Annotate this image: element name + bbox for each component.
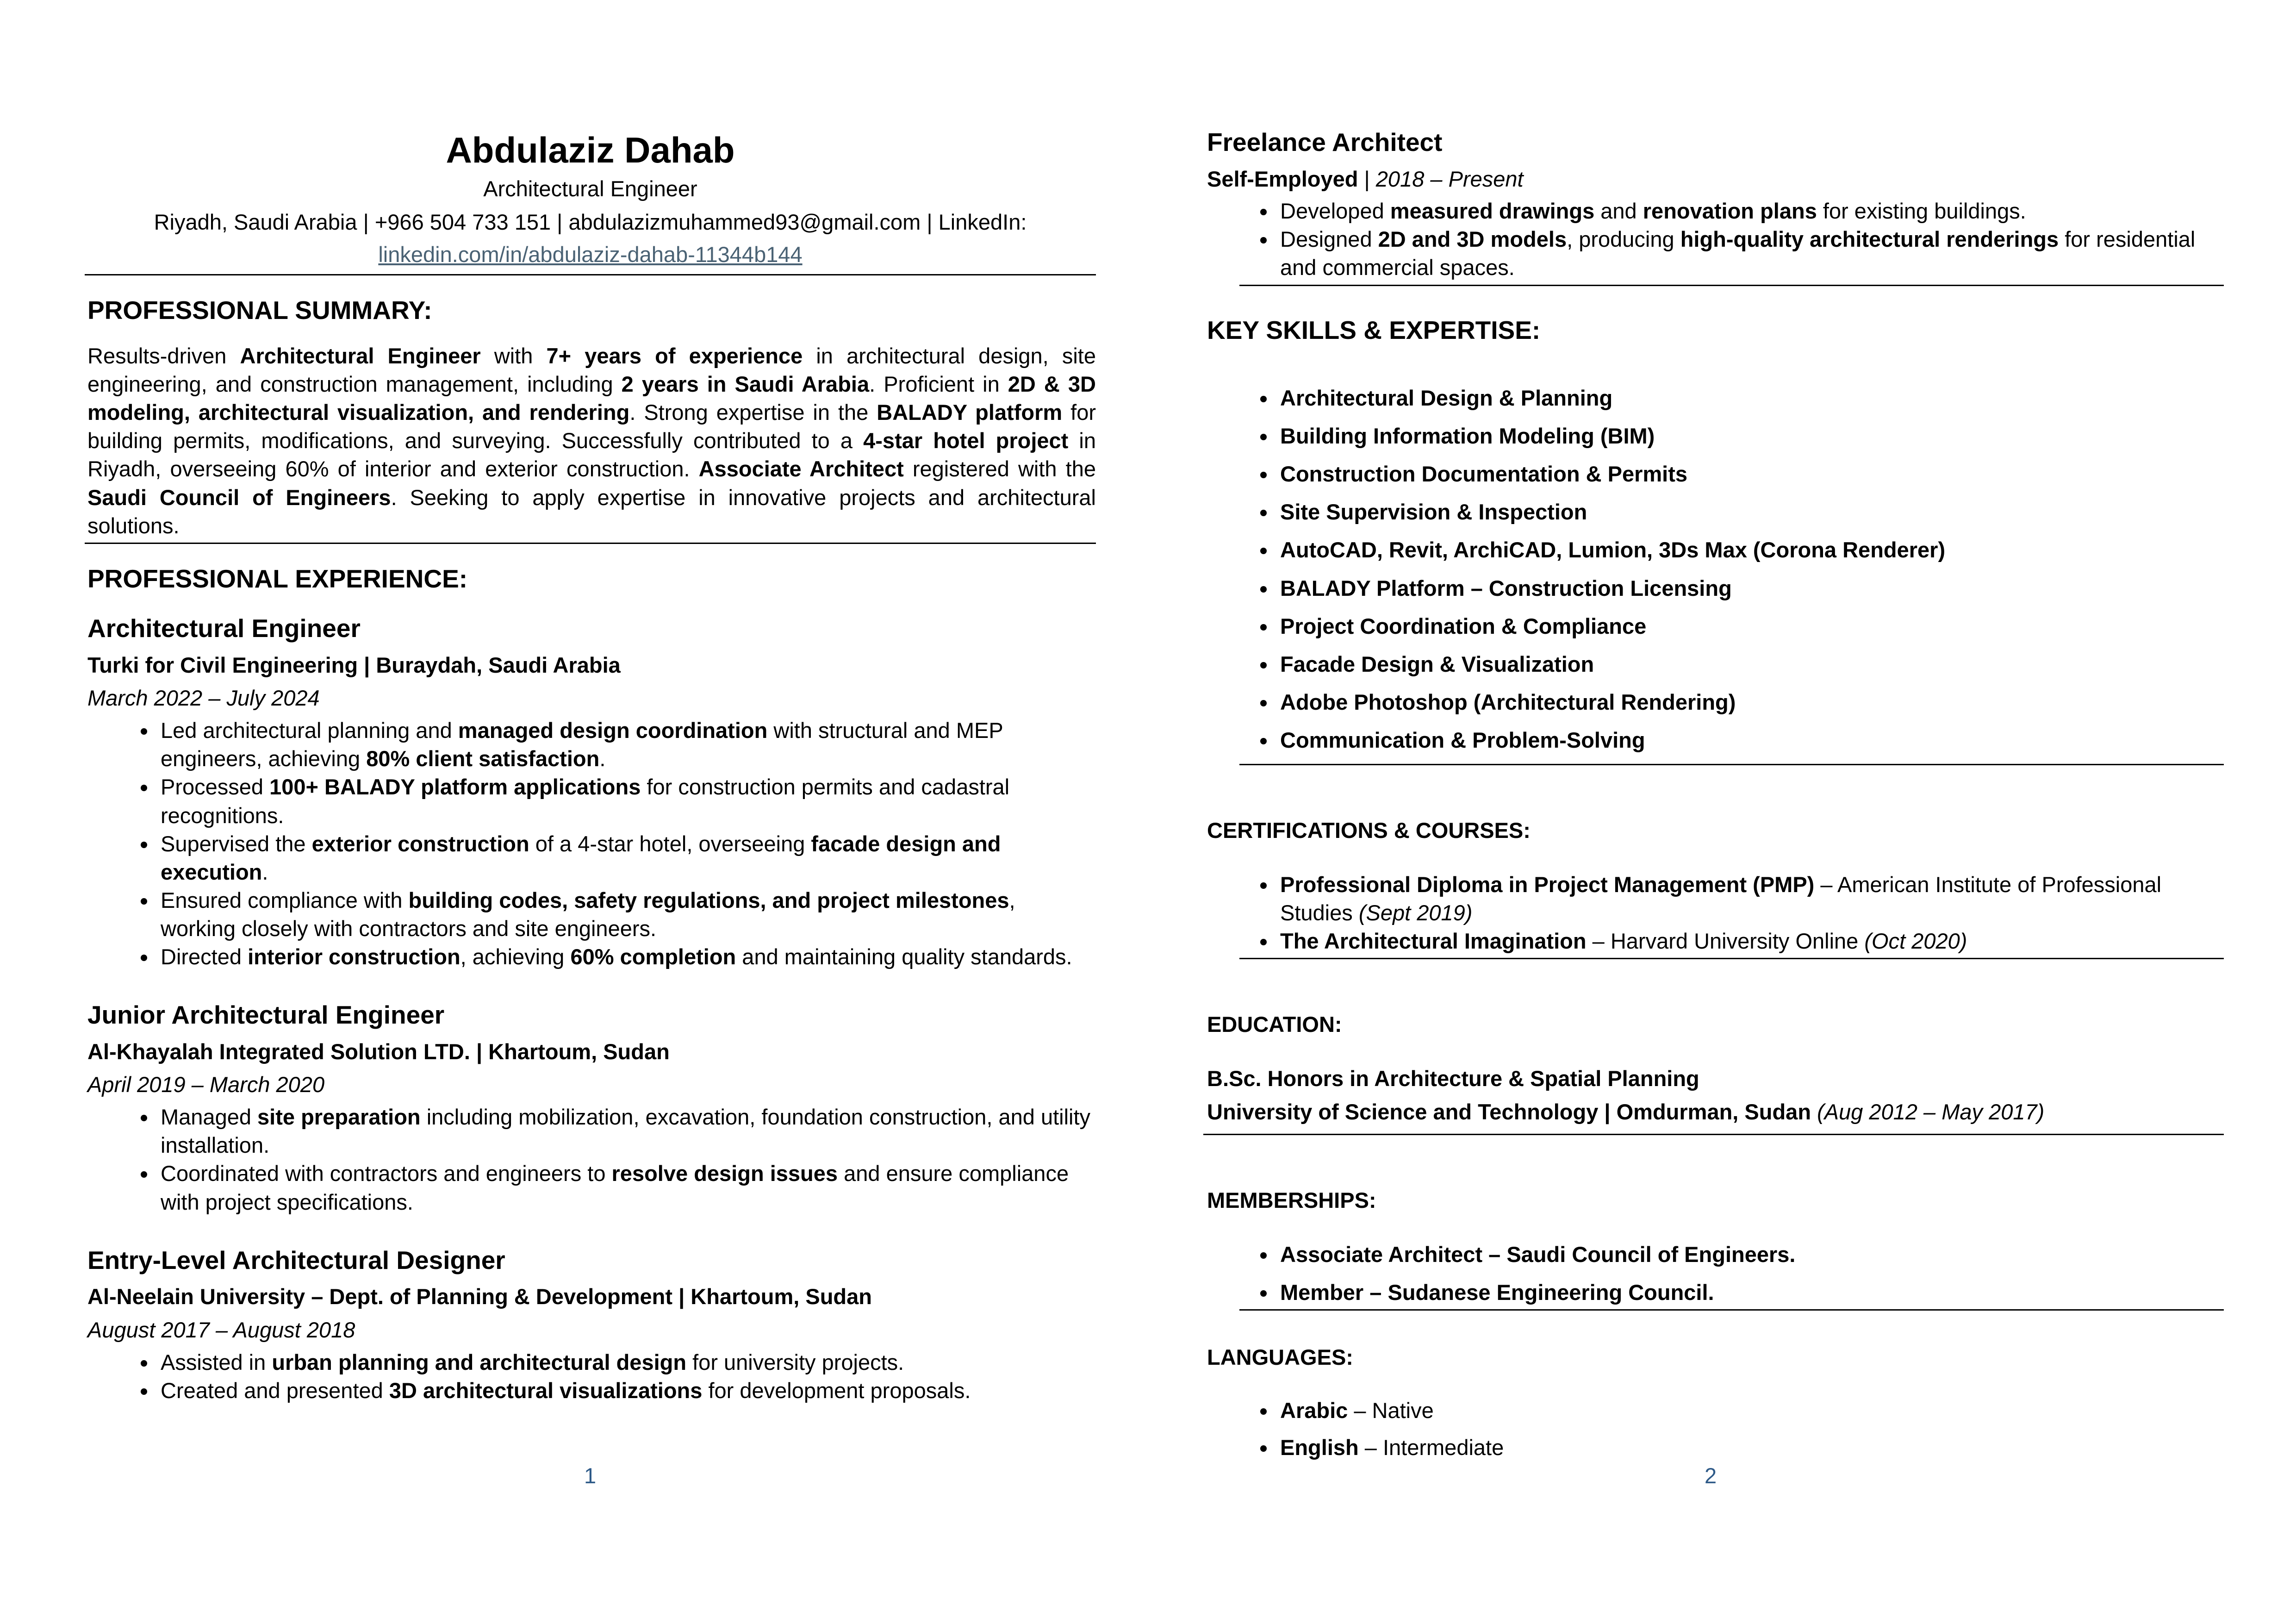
job-title: Freelance Architect (1207, 128, 1443, 156)
certifications-list (1207, 870, 2224, 955)
summary-divider (85, 543, 1096, 544)
education-heading: EDUCATION: (1207, 1012, 1342, 1037)
job-title: Entry-Level Architectural Designer (87, 1245, 505, 1274)
languages-list (1207, 1396, 2224, 1461)
job-bullets (1207, 197, 2224, 281)
job-organization: Self-Employed | 2018 – Present (1207, 166, 1524, 191)
summary-paragraph: Results-driven Architectural Engineer with 7+ years of experience in architectural design, site engineering, and construction management, including 2 years in Saudi Arabia. Proficient in 2D & 3D modeling, architectural visualization, and rendering. Strong expertise in the BALADY platform for building permits, modifications, and surveying. Successfully contributed to a 4-star hotel project in Riyadh, overseeing 60% of interior and exterior construction. Associate Architect registered with the Saudi Council of Engineers. Seeking to apply expertise in innovative projects and architectural solutions. (87, 344, 1096, 538)
candidate-title: Architectural Engineer (483, 176, 697, 201)
list-item: • Communication & Problem-Solving (1276, 726, 2224, 754)
list-item: • Architectural Design & Planning (1276, 384, 2224, 412)
contact-line: Riyadh, Saudi Arabia | +966 504 733 151 | abdulazizmuhammed93@gmail.com | LinkedIn: (154, 209, 1027, 234)
list-item: • Construction Documentation & Permits (1276, 460, 2224, 488)
linkedin-link[interactable]: linkedin.com/in/abdulaziz-dahab-11344b144 (378, 242, 803, 267)
list-item: • Building Information Modeling (BIM) (1276, 422, 2224, 450)
list-item: • Adobe Photoshop (Architectural Rendering) (1276, 688, 2224, 716)
job-bullets (85, 1103, 1096, 1216)
section-divider (1239, 764, 2224, 765)
certifications-heading: CERTIFICATIONS & COURSES: (1207, 818, 1531, 843)
memberships-heading: MEMBERSHIPS: (1207, 1188, 1376, 1213)
school: University of Science and Technology | Omdurman, Sudan (Aug 2012 – May 2017) (1207, 1099, 2045, 1124)
list-item: • Arabic – Native (1276, 1396, 2224, 1424)
list-item: • The Architectural Imagination – Harvard University Online (Oct 2020) (1276, 927, 2224, 955)
list-item: • Member – Sudanese Engineering Council. (1276, 1278, 2224, 1306)
list-item: • AutoCAD, Revit, ArchiCAD, Lumion, 3Ds Max (Corona Renderer) (1276, 536, 2224, 564)
section-divider (1239, 1309, 2224, 1311)
linkedin-line (85, 238, 1096, 271)
job-dates: August 2017 – August 2018 (87, 1317, 355, 1342)
list-item: • English – Intermediate (1276, 1433, 2224, 1462)
degree: B.Sc. Honors in Architecture & Spatial Planning (1207, 1066, 1699, 1091)
job-dates: April 2019 – March 2020 (87, 1072, 325, 1097)
education-entry (1207, 1063, 2224, 1127)
job-title: Architectural Engineer (87, 614, 361, 643)
list-item: • Developed measured drawings and renovation plans for existing buildings. (1276, 197, 2224, 225)
section-divider (1239, 285, 2224, 286)
job-organization: Al-Neelain University – Dept. of Planning & Development | Khartoum, Sudan (87, 1284, 872, 1309)
list-item: • Associate Architect – Saudi Council of Engineers. (1276, 1240, 2224, 1268)
job-bullets (85, 716, 1096, 971)
list-item: • Managed site preparation including mobilization, excavation, foundation construction, and utility installation. (157, 1103, 1096, 1159)
page-1-content (85, 130, 1096, 1405)
page-number: 1 (584, 1463, 597, 1488)
experience-heading: PROFESSIONAL EXPERIENCE: (87, 564, 468, 593)
list-item: • Supervised the exterior construction of a 4-star hotel, overseeing facade design and execution. (157, 830, 1096, 886)
section-divider (1239, 958, 2224, 959)
list-item: • Led architectural planning and managed design coordination with structural and MEP engineers, achieving 80% client satisfaction. (157, 716, 1096, 773)
list-item: • Processed 100+ BALADY platform applications for construction permits and cadastral recognitions. (157, 773, 1096, 829)
header-divider (85, 274, 1096, 275)
skills-list (1207, 384, 2224, 754)
job-organization: Turki for Civil Engineering | Buraydah, Saudi Arabia (87, 652, 621, 677)
list-item: • Site Supervision & Inspection (1276, 498, 2224, 526)
list-item: • Ensured compliance with building codes, safety regulations, and project milestones, working closely with contractors and site engineers. (157, 886, 1096, 943)
list-item: • Directed interior construction, achieving 60% completion and maintaining quality standards. (157, 943, 1096, 971)
memberships-list (1207, 1240, 2224, 1306)
languages-heading: LANGUAGES: (1207, 1345, 1353, 1370)
job-dates: March 2022 – July 2024 (87, 686, 320, 711)
page-number: 2 (1705, 1463, 1717, 1488)
list-item: • Professional Diploma in Project Management (PMP) – American Institute of Professional Studies (Sept 2019) (1276, 870, 2224, 927)
job-title: Junior Architectural Engineer (87, 1000, 445, 1030)
skills-heading: KEY SKILLS & EXPERTISE: (1207, 315, 1541, 344)
summary-heading: PROFESSIONAL SUMMARY: (87, 295, 432, 325)
list-item: • Designed 2D and 3D models, producing high-quality architectural renderings for residential and commercial spaces. (1276, 225, 2224, 281)
candidate-name: Abdulaziz Dahab (446, 130, 735, 170)
list-item: • Facade Design & Visualization (1276, 650, 2224, 678)
list-item: • Coordinated with contractors and engineers to resolve design issues and ensure compliance with project specifications. (157, 1159, 1096, 1216)
section-divider (1203, 1134, 2224, 1135)
list-item: • BALADY Platform – Construction Licensing (1276, 574, 2224, 602)
list-item: • Project Coordination & Compliance (1276, 612, 2224, 640)
list-item: • Created and presented 3D architectural visualizations for development proposals. (157, 1376, 1096, 1405)
list-item: • Assisted in urban planning and architectural design for university projects. (157, 1348, 1096, 1376)
resume-page-2 (1148, 0, 2296, 1624)
job-bullets (85, 1348, 1096, 1405)
page-2-content (1207, 126, 2224, 1462)
job-organization: Al-Khayalah Integrated Solution LTD. | Khartoum, Sudan (87, 1039, 670, 1064)
